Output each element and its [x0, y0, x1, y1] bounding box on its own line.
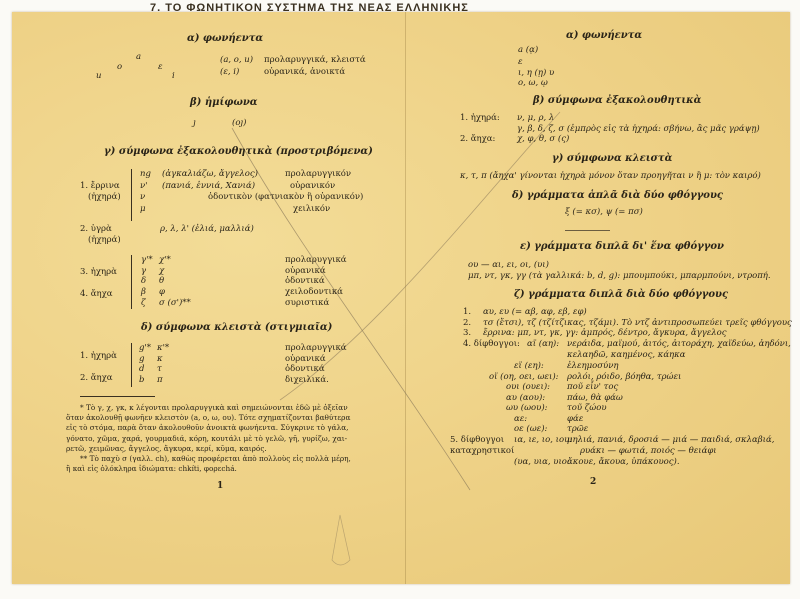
page-number-right: 2 [590, 477, 597, 487]
r-diph-val: νεράιδα, μαϊμού, ἀιτός, ἀιτοράχη, χαϊδεύω, ἀηδόνι, [567, 339, 791, 349]
r-diph-key: αυ (αου): [506, 393, 546, 403]
r-voiced-label: 1. ἠχηρά: [460, 113, 500, 123]
liquids-sublabel: (ἠχηρά) [88, 235, 121, 245]
page-number-left: 1 [217, 481, 224, 491]
stop-voiceless: κ'* [157, 343, 170, 353]
fricative-voiceless: θ [159, 276, 165, 286]
r-vowel-row: ο, ω, ῳ [518, 78, 548, 88]
footnotes [66, 403, 351, 474]
r-section-f-title: ζ) γράμματα διπλᾶ διὰ δύο φθόγγους [514, 289, 729, 300]
vowel-e: ε [158, 62, 163, 72]
voiced-label: 3. ἠχηρὰ [80, 267, 117, 277]
liquids-row: ρ, λ, λ' (ἐλιά, μαλλιά) [160, 224, 254, 234]
r-section-d-title: δ) γράμματα ἁπλᾶ διὰ δύο φθόγγους [512, 190, 724, 201]
r-improper-key: ια, ιε, ιο, ιου: [514, 435, 573, 445]
vowel-desc-1: προλαρυγγικά, κλειστά [264, 55, 366, 65]
vowel-i: i [172, 71, 175, 81]
r-improper-val: ἄκουε, ἄκουα, ὑπάκουος). [567, 457, 680, 467]
r-diph-val: φάε [567, 414, 584, 424]
fricative-voiced: γ [141, 266, 147, 276]
r-improper-val: μηλιά, πανιά, δροσιά — μιά — παιδιά, σκλαβιά, [567, 435, 775, 445]
r-improper-val: ρυάκι — φωτιά, ποιός — θειάφι [580, 446, 717, 456]
fricative-voiced: ζ [141, 298, 146, 308]
r-voiceless-label: 2. ἄηχα: [460, 134, 496, 144]
r-diph-val: τρῶε [567, 424, 589, 434]
r-vowel-row: a (ᾳ) [518, 45, 539, 55]
r-stops-row: κ, τ, π (ἄηχα' γίνονται ἠχηρὰ μόνον ὅταν προηγῆται ν ἢ μ: τὸν καιρό) [460, 171, 761, 181]
nasal-sym: ν [140, 192, 146, 202]
fricative-voiceless: φ [159, 287, 165, 297]
r-double-letters-row: ξ (= κσ), ψ (= πσ) [565, 207, 643, 217]
r-section-e-title: ε) γράμματα διπλᾶ δι' ἕνα φθόγγον [520, 241, 724, 252]
r-diph-key: αϊ (αη): [527, 339, 560, 349]
stop-voiced: d [139, 364, 145, 374]
r-diph-val: ρολόι, ρόιδο, βόηθα, τρώει [567, 372, 682, 382]
r-vowel-row: ε [518, 57, 523, 67]
nasal-ex: (πανιά, ἐννιά, Χανιά) [162, 181, 256, 191]
nasal-desc: ὀδοντικὸν (φατνιακὸν ἢ οὐρανικόν) [208, 192, 364, 202]
fricative-voiced: β [141, 287, 146, 297]
r-voiceless-row: χ, φ, θ, σ (ς) [517, 134, 570, 144]
liquids-label: 2. ὑγρὰ [80, 224, 112, 234]
vowel-group-1: (a, o, u) [220, 55, 254, 65]
r-diph-val: πάω, θὰ φάω [567, 393, 623, 403]
stops-voiceless-label: 2. ἄηχα [80, 373, 113, 383]
vowel-a: a [136, 52, 142, 62]
stop-desc: διχειλικά. [285, 375, 329, 385]
section-c-title: γ) σύμφωνα ἐξακολουθητικὰ (προστριβόμενα) [104, 146, 373, 157]
r-diph-key: ωυ (ωου): [506, 403, 548, 413]
r-improper-diph-label: 5. δίφθογγοι [450, 435, 505, 445]
r-digraph-row: ου — αι, ει, οι, (υι) [468, 260, 549, 270]
pencil-teardrop [332, 515, 350, 565]
stops-voiced-label: 1. ἠχηρὰ [80, 351, 117, 361]
r-divider [565, 230, 610, 231]
r-diph-val: τοῦ ζώου [567, 403, 607, 413]
vowel-desc-2: οὐρανικά, ἀνοικτά [264, 67, 346, 77]
fricative-voiceless: χ [159, 266, 165, 276]
r-item-number: 1. [463, 307, 472, 317]
fricative-desc: χειλοδοντικά [285, 287, 343, 297]
r-diph-val: ἐλεημοσύνη [567, 361, 619, 371]
section-d-title: δ) σύμφωνα κλειστὰ (στιγμιαῖα) [141, 322, 333, 333]
semivowel-example: (οȷ) [232, 118, 247, 128]
fricative-voiceless: χ'* [159, 255, 171, 265]
vowel-u: u [96, 71, 102, 81]
footnote-rule [80, 396, 155, 397]
fricative-voiceless: σ (σ')** [159, 298, 191, 308]
r-item-number: 3. [463, 328, 472, 338]
footnote-line: εἰς τὸ στόμα, παρὰ ὅταν ἀκολουθοῦν ἀνοικτὰ φωνήεντα. Σύγκρινε τὸ γάλα, [66, 423, 349, 433]
r-vowel-row: ι, η (ῃ) υ [518, 68, 555, 78]
nasal-ex: (ἀγκαλιάζω, ἄγγελος) [162, 169, 258, 179]
r-diph-key: ουι (ουει): [506, 382, 550, 392]
voiceless-label: 4. ἄηχα [80, 289, 113, 299]
footnote-line: ** Τὸ παχὺ σ (γαλλ. ch), καθὼς προφέρεται ἀπὸ πολλοὺς εἰς πολλὰ μέρη, [80, 454, 351, 464]
footnote-line: ρετῶ, χειμῶνας, ἄγγελος, ἄγκυρα, κερί, κῦμα, καιρός. [66, 443, 267, 453]
fricative-voiced: γ'* [141, 255, 153, 265]
vowel-group-2: (ε, i) [220, 67, 240, 77]
bracket-bar [131, 255, 132, 309]
footnote-line: ἢ καὶ εἰς ὁλόκληρα ἰδιώματα: chkíti, φορεchá. [66, 464, 237, 474]
nasal-desc: οὐρανικόν [290, 181, 336, 191]
nasals-sublabel: (ἠχηρά) [88, 192, 121, 202]
nasals-label: 1. ἔρρινα [80, 181, 120, 191]
r-improper-diph-sublabel: καταχρηστικοί [450, 446, 515, 456]
r-diph-key: οε (ωε): [514, 424, 548, 434]
fricative-desc: συριστικά [285, 298, 330, 308]
bracket-bar [131, 169, 132, 221]
r-diph-key: εϊ (εη): [514, 361, 544, 371]
stop-desc: ὀδοντικά [285, 364, 325, 374]
r-diph-key: αε: [514, 414, 528, 424]
section-a-title: α) φωνήεντα [187, 33, 264, 44]
stop-voiced: g'* [139, 343, 152, 353]
r-improper-key: (υα, υια, υιο: [514, 457, 570, 467]
nasal-sym: μ [140, 204, 146, 214]
r-diph-val: κελαηδῶ, καημένος, κάηκα [567, 350, 686, 360]
nasal-desc: προλαρυγγικόν [285, 169, 352, 179]
left-page-header: 7. ΤΟ ΦΩΝΗΤΙΚΟΝ ΣΥΣΤΗΜΑ ΤΗΣ ΝΕΑΣ ΕΛΛΗΝΙΚΗΣ [150, 2, 469, 14]
r-section-a-title: α) φωνήεντα [566, 30, 643, 41]
nasal-desc: χειλικόν [293, 204, 331, 214]
r-section-c-title: γ) σύμφωνα κλειστὰ [552, 153, 673, 164]
bracket-bar [131, 343, 132, 387]
nasal-sym: ν' [140, 181, 148, 191]
r-item-text: τσ (ἔτσι), τζ (τζίτζικας, τζάμι). Τὸ ντζ ἀντιπροσωπεύει τρεῖς φθόγγους [483, 318, 792, 328]
r-item-text: ἔρρινα: μπ, ντ, γκ, γγ: ἀμπρός, δέντρο, ἄγκυρα, ἄγγελος [483, 328, 727, 338]
footnote-line: γόνατο, χῶμα, χαρά, γουρμαδιά, κόρη, κουτάλι μὲ τὸ γελῶ, γῆ, γυρίζω, χαι- [66, 433, 348, 443]
r-voiced-row-1: ν, μ, ρ, λ [517, 113, 555, 123]
r-item-number: 2. [463, 318, 472, 328]
r-digraph-row: μπ, ντ, γκ, γγ (τὰ γαλλικά: b, d, g): μπουμπούκι, μπαρμπούνι, ντροπή. [468, 271, 771, 281]
fricative-desc: προλαρυγγικά [285, 255, 347, 265]
section-b-title: β) ἡμίφωνα [190, 97, 258, 108]
stop-voiceless: π [157, 375, 163, 385]
fricative-desc: οὐρανικά [285, 266, 326, 276]
footnote-line: ὅταν ἀκολουθῇ φωνῆεν κλειστὸν (a, o, ω, ου). Τότε σχηματίζονται βαθύτερα [66, 413, 351, 423]
stop-voiced: b [139, 375, 145, 385]
fricative-voiced: δ [141, 276, 147, 286]
stop-voiceless: κ [157, 354, 163, 364]
footnote-line: * Τὸ γ, χ, γκ, κ λέγονται προλαρυγγικὰ καὶ σημειώνονται ἐδῶ μὲ ὀξεῖαν [80, 403, 348, 412]
r-diph-key: οϊ (οη, οει, ωει): [489, 372, 559, 382]
r-section-b-title: β) σύμφωνα ἐξακολουθητικὰ [533, 95, 702, 106]
r-voiced-row-2: γ, β, δ, ζ, σ (ἐμπρὸς εἰς τὰ ἠχηρά: σβήνω, ἂς μᾶς γράψῃ) [517, 124, 760, 134]
fricative-desc: ὀδοντικά [285, 276, 325, 286]
stop-voiceless: τ [157, 364, 162, 374]
r-item-text: αυ, ευ (= αβ, αφ, εβ, εφ) [483, 307, 587, 317]
nasal-sym: ng [140, 169, 151, 179]
r-diph-val: ποῦ εἶν' τος [567, 382, 619, 392]
semivowel-symbol: ȷ [193, 118, 196, 128]
stop-voiced: g [139, 354, 145, 364]
r-diphthongs-label: 4. δίφθογγοι: [463, 339, 520, 349]
stop-desc: προλαρυγγικά [285, 343, 347, 353]
vowel-o: o [117, 62, 123, 72]
stop-desc: οὐρανικά [285, 354, 326, 364]
